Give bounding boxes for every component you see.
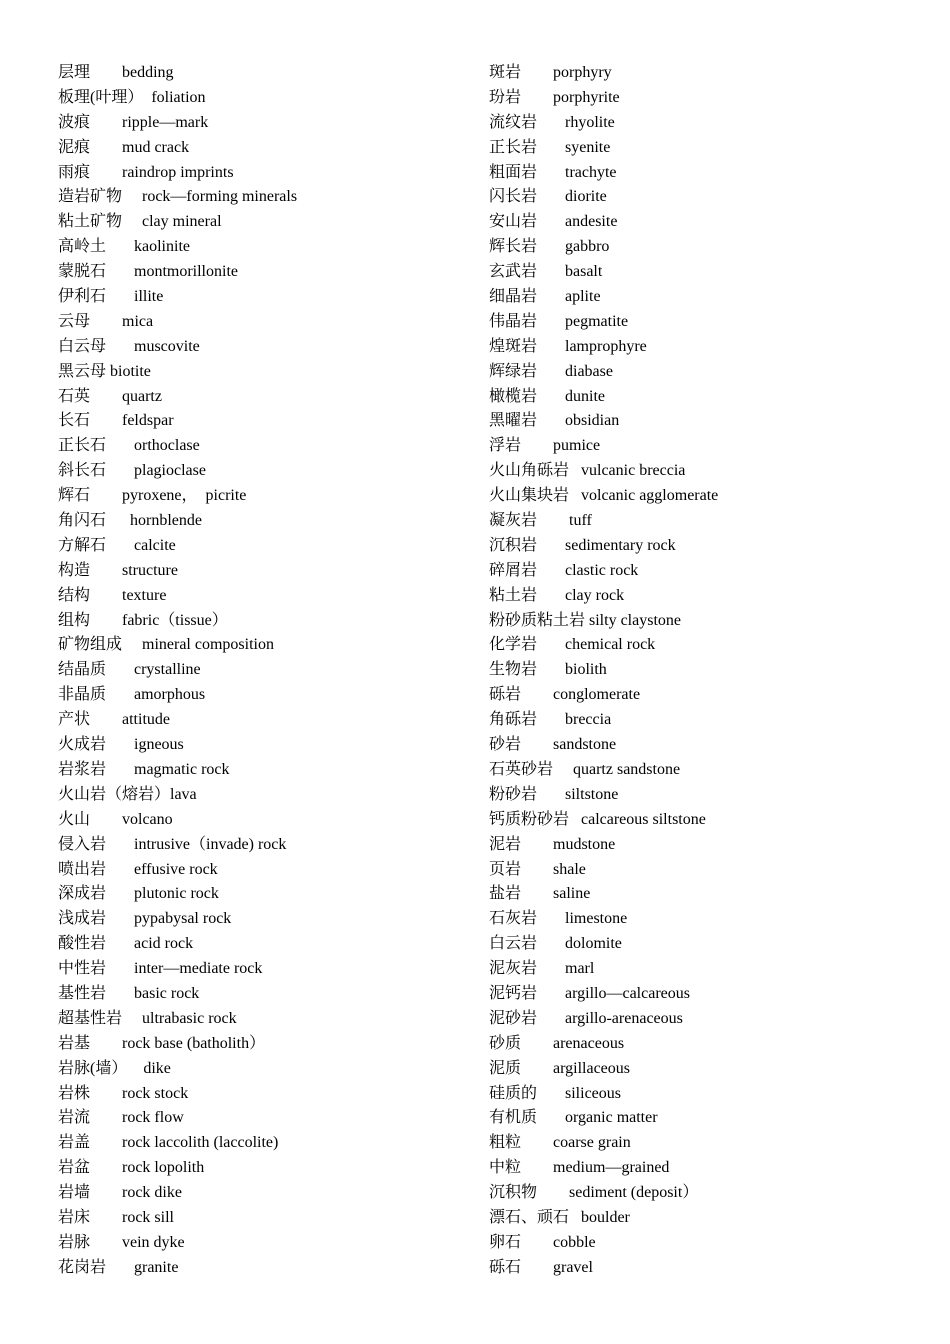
term-entry: 火山集块岩 volcanic agglomerate <box>489 487 719 505</box>
term-entry: 碎屑岩 clastic rock <box>489 561 639 579</box>
term-entry: 波痕 ripple—mark <box>58 113 209 131</box>
term-entry: 沉积物 sediment (deposit） <box>489 1184 699 1202</box>
term-entry: 岩浆岩 magmatic rock <box>58 760 230 778</box>
term-entry: 伊利石 illite <box>58 288 164 306</box>
term-entry: 盐岩 saline <box>489 885 591 903</box>
term-entry: 云母 mica <box>58 312 154 330</box>
term-entry: 粗粒 coarse grain <box>489 1134 631 1152</box>
term-entry: 岩基 rock base (batholith） <box>58 1034 266 1052</box>
term-entry: 沉积岩 sedimentary rock <box>489 536 676 554</box>
term-entry: 黑云母 biotite <box>58 362 151 380</box>
term-entry: 泥砂岩 argillo-arenaceous <box>489 1009 683 1027</box>
term-entry: 正长石 orthoclase <box>58 437 200 455</box>
term-entry: 粉砂质粘土岩 silty claystone <box>489 611 681 629</box>
term-entry: 深成岩 plutonic rock <box>58 885 219 903</box>
term-entry: 蒙脱石 montmorillonite <box>58 263 238 281</box>
term-entry: 泥质 argillaceous <box>489 1059 631 1077</box>
right-term-column <box>489 61 929 1281</box>
term-entry: 辉长岩 gabbro <box>489 238 610 256</box>
term-entry: 石英 quartz <box>58 387 162 405</box>
term-entry: 岩流 rock flow <box>58 1109 184 1127</box>
term-entry: 粉砂岩 siltstone <box>489 785 619 803</box>
term-entry: 砂质 arenaceous <box>489 1034 625 1052</box>
term-entry: 高岭土 kaolinite <box>58 238 190 256</box>
term-entry: 层理 bedding <box>58 64 174 81</box>
term-entry: 页岩 shale <box>489 860 586 878</box>
term-entry: 非晶质 amorphous <box>58 686 206 704</box>
term-entry: 煌斑岩 lamprophyre <box>489 337 647 355</box>
term-entry: 岩株 rock stock <box>58 1084 189 1102</box>
term-entry: 岩墙 rock dike <box>58 1184 182 1202</box>
term-entry: 石灰岩 limestone <box>489 910 628 928</box>
term-entry: 板理(叶理） foliation <box>58 88 206 106</box>
term-entry: 泥灰岩 marl <box>489 960 595 978</box>
term-entry: 长石 feldspar <box>58 412 174 430</box>
term-entry: 岩脉(墙） dike <box>58 1059 171 1077</box>
term-entry: 硅质的 siliceous <box>489 1084 621 1102</box>
term-entry: 漂石、顽石 boulder <box>489 1208 630 1226</box>
term-entry: 雨痕 raindrop imprints <box>58 163 234 181</box>
term-entry: 玄武岩 basalt <box>489 263 603 281</box>
term-entry: 凝灰岩 tuff <box>489 512 592 530</box>
term-entry: 基性岩 basic rock <box>58 984 200 1002</box>
term-entry: 岩盖 rock laccolith (laccolite) <box>58 1134 279 1152</box>
term-entry: 粘土矿物 clay mineral <box>58 213 222 231</box>
term-entry: 安山岩 andesite <box>489 213 618 231</box>
left-term-column <box>58 61 498 1281</box>
term-entry: 白云母 muscovite <box>58 337 200 355</box>
term-entry: 辉石 pyroxene， picrite <box>58 487 247 505</box>
term-entry: 辉绿岩 diabase <box>489 362 613 380</box>
term-entry: 岩床 rock sill <box>58 1208 174 1226</box>
term-entry: 产状 attitude <box>58 711 170 729</box>
term-entry: 中粒 medium—grained <box>489 1159 670 1177</box>
term-entry: 正长岩 syenite <box>489 138 611 156</box>
term-entry: 流纹岩 rhyolite <box>489 113 615 131</box>
term-entry: 斜长石 plagioclase <box>58 462 206 480</box>
term-entry: 酸性岩 acid rock <box>58 935 194 953</box>
term-entry: 黑曜岩 obsidian <box>489 412 620 430</box>
term-entry: 砾岩 conglomerate <box>489 686 641 704</box>
term-entry: 砾石 gravel <box>489 1258 593 1276</box>
term-entry: 伟晶岩 pegmatite <box>489 312 629 330</box>
term-entry: 岩脉 vein dyke <box>58 1233 185 1251</box>
term-entry: 岩盆 rock lopolith <box>58 1159 205 1177</box>
term-entry: 构造 structure <box>58 561 178 579</box>
term-entry: 粗面岩 trachyte <box>489 163 617 181</box>
term-entry: 浮岩 pumice <box>489 437 601 455</box>
term-entry: 矿物组成 mineral composition <box>58 636 274 654</box>
term-entry: 火成岩 igneous <box>58 736 184 754</box>
term-entry: 中性岩 inter—mediate rock <box>58 960 263 978</box>
term-entry: 泥岩 mudstone <box>489 835 616 853</box>
term-entry: 侵入岩 intrusive（invade) rock <box>58 835 287 853</box>
term-entry: 化学岩 chemical rock <box>489 636 656 654</box>
term-entry: 组构 fabric（tissue） <box>58 611 228 629</box>
term-entry: 火山 volcano <box>58 810 173 828</box>
term-entry: 橄榄岩 dunite <box>489 387 605 405</box>
term-entry: 生物岩 biolith <box>489 661 607 679</box>
term-entry: 钙质粉砂岩 calcareous siltstone <box>489 810 706 828</box>
term-entry: 斑岩 porphyry <box>489 64 612 81</box>
term-entry: 玢岩 porphyrite <box>489 88 620 106</box>
term-entry: 结晶质 crystalline <box>58 661 201 679</box>
term-entry: 喷出岩 effusive rock <box>58 860 218 878</box>
term-entry: 粘土岩 clay rock <box>489 586 625 604</box>
term-entry: 角砾岩 breccia <box>489 711 612 729</box>
term-entry: 方解石 calcite <box>58 536 176 554</box>
term-entry: 泥痕 mud crack <box>58 138 190 156</box>
term-entry: 火山角砾岩 vulcanic breccia <box>489 462 686 480</box>
term-entry: 泥钙岩 argillo—calcareous <box>489 984 690 1002</box>
term-entry: 卵石 cobble <box>489 1233 596 1251</box>
term-entry: 砂岩 sandstone <box>489 736 617 754</box>
term-entry: 超基性岩 ultrabasic rock <box>58 1009 237 1027</box>
term-entry: 细晶岩 aplite <box>489 288 601 306</box>
term-entry: 浅成岩 pypabysal rock <box>58 910 232 928</box>
term-entry: 石英砂岩 quartz sandstone <box>489 760 681 778</box>
term-entry: 花岗岩 granite <box>58 1258 179 1276</box>
term-entry: 造岩矿物 rock—forming minerals <box>58 188 298 206</box>
term-entry: 结构 texture <box>58 586 167 604</box>
term-entry: 白云岩 dolomite <box>489 935 622 953</box>
term-entry: 闪长岩 diorite <box>489 188 607 206</box>
term-entry: 角闪石 hornblende <box>58 512 202 530</box>
term-entry: 火山岩（熔岩）lava <box>58 785 197 803</box>
term-entry: 有机质 organic matter <box>489 1109 658 1127</box>
